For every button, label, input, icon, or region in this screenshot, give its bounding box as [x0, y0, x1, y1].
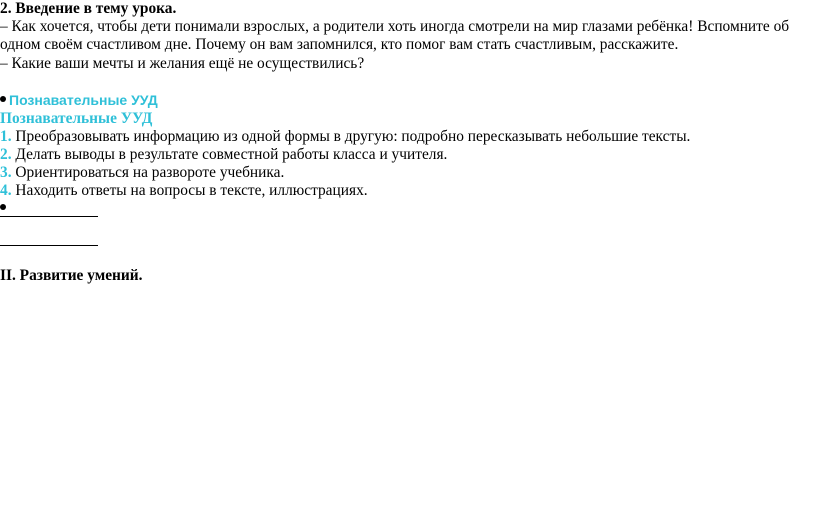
blank-underline — [0, 216, 98, 217]
list-item-number: 3. — [0, 164, 12, 181]
bullet-icon — [0, 204, 6, 210]
list-item-text: Преобразовывать информацию из одной формы в другую: подробно пересказывать небольшие тексты. — [11, 128, 691, 145]
paragraph-line-1: – Как хочется, чтобы дети понимали взрослых, а родители хоть иногда смотрели на мир глазами ребёнка! Вспомните об — [0, 18, 790, 35]
list-item-text: Делать выводы в результате совместной работы класса и учителя. — [11, 146, 448, 163]
paragraph-line-2: одном своём счастливом дне. Почему он вам запомнился, кто помог вам стать счастливым, расскажите. — [0, 36, 679, 53]
paragraph-line-3: – Какие ваши мечты и желания ещё не осуществились? — [0, 55, 365, 72]
list-item-number: 4. — [0, 182, 12, 199]
list-item — [0, 164, 284, 182]
blank-underline — [0, 245, 98, 246]
list-item-number: 2. — [0, 146, 12, 163]
list-item-text: Находить ответы на вопросы в тексте, иллюстрациях. — [11, 182, 368, 199]
uud-heading: Познавательные УУД — [0, 110, 153, 127]
section-ii-heading: II. Развитие умений. — [0, 267, 143, 284]
bullet-heading-row — [0, 91, 158, 110]
bullet-icon — [0, 96, 6, 102]
bullet-heading: Познавательные УУД — [9, 92, 158, 108]
list-item — [0, 146, 447, 164]
list-item — [0, 182, 368, 200]
list-item-number: 1. — [0, 128, 12, 145]
list-item — [0, 128, 690, 146]
list-item-text: Ориентироваться на развороте учебника. — [11, 164, 285, 181]
section-heading: 2. Введение в тему урока. — [0, 0, 177, 17]
